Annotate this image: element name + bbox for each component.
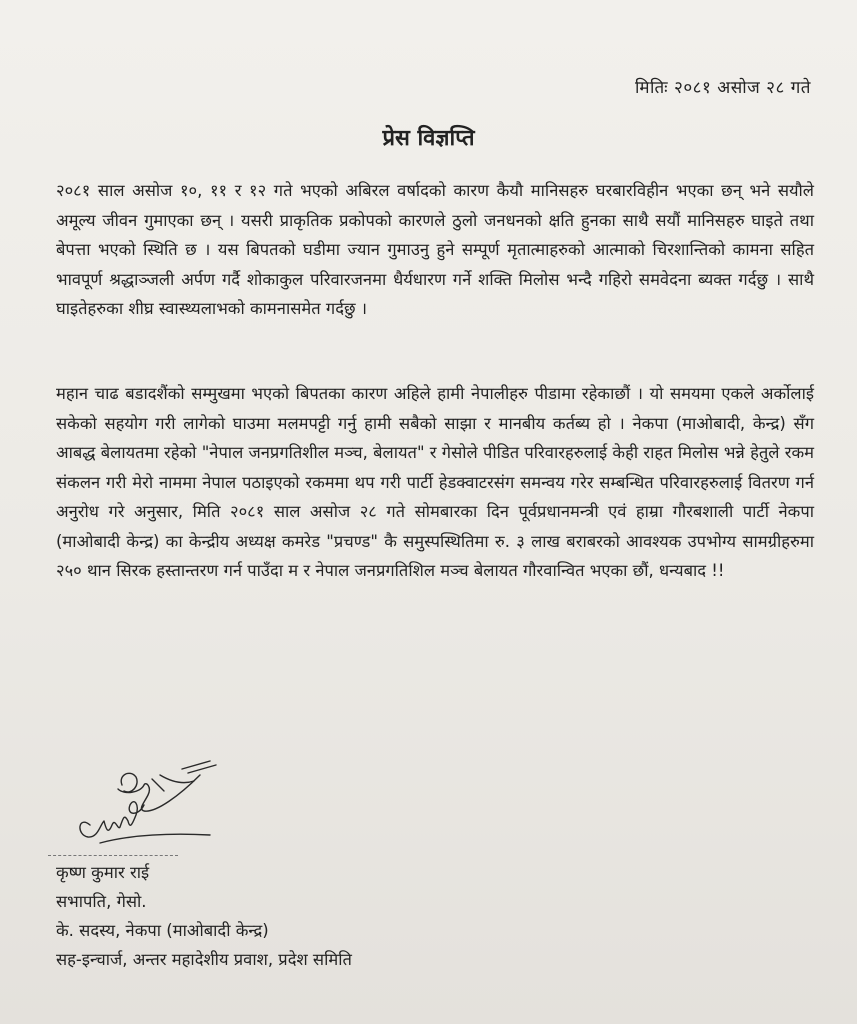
handwritten-signature — [60, 755, 230, 850]
signatory-title-2: के. सदस्य, नेकपा (माओबादी केन्द्र) — [56, 921, 269, 940]
signatory-block — [56, 858, 352, 974]
document-title: प्रेस विज्ञप्ति — [382, 126, 475, 151]
signature-underline — [48, 855, 178, 856]
document-date: मितिः २०८१ असोज २८ गते — [634, 78, 811, 98]
signatory-title-3: सह-इन्चार्ज, अन्तर महादेशीय प्रवाश, प्रदेश समिति — [56, 950, 352, 969]
signatory-name: कृष्ण कुमार राई — [56, 863, 150, 882]
body-paragraph-1: २०८१ साल असोज १०, ११ र १२ गते भएको अबिरल वर्षादको कारण कैयौ मानिसहरु घरबारविहीन भएका छन् भने सयौले अमूल्य जीवन गुमाएका छन् । यसरी प्राकृतिक प्रकोपको कारणले ठुलो जनधनको क्षति हुनका साथै सयौं मानिसहरु घाइते तथा बेपत्ता भएको स्थिति छ । यस बिपतको घडीमा ज्यान गुमाउनु हुने सम्पूर्ण मृतात्माहरुको आत्माको चिरशान्तिको कामना सहित भावपूर्ण श्रद्धाञ्जली अर्पण गर्दै शोकाकुल परिवारजनमा धैर्यधारण गर्ने शक्ति मिलोस भन्दै गहिरो समवेदना ब्यक्त गर्दछु । साथै घाइतेहरुका शीघ्र स्वास्थ्यलाभको कामनासमेत गर्दछु । — [56, 181, 814, 318]
signatory-title-1: सभापति, गेसो. — [56, 892, 147, 911]
body-paragraph-2: महान चाढ बडादशैंको सम्मुखमा भएको बिपतका कारण अहिले हामी नेपालीहरु पीडामा रहेकाछौं । यो समयमा एकले अर्कोलाई सकेको सहयोग गरी लागेको घाउमा मलमपट्टी गर्नु हामी सबैको साझा र मानबीय कर्तब्य हो । नेकपा (माओबादी, केन्द्र) सँग आबद्ध बेलायतमा रहेको "नेपाल जनप्रगतिशील मञ्च, बेलायत" र गेसोले पीडित परिवारहरुलाई केही राहत मिलोस भन्ने हेतुले रकम संकलन गरी मेरो नाममा नेपाल पठाइएको रकममा थप गरी पार्टी हेडक्वाटरसंग समन्वय गरेर सम्बन्धित परिवारहरुलाई वितरण गर्न अनुरोध गरे अनुसार, मिति २०८१ साल असोज २८ गते सोमबारका दिन पूर्वप्रधानमन्त्री एवं हाम्रा गौरबशाली पार्टी नेकपा (माओबादी केन्द्र) का केन्द्रीय अध्यक्ष कमरेड "प्रचण्ड" कै समुस्पस्थितिमा रु. ३ लाख बराबरको आवश्यक उपभोग्य सामग्रीहरुमा २५० थान सिरक हस्तान्तरण गर्न पाउँदा म र नेपाल जनप्रगतिशिल मञ्च बेलायत गौरवान्वित भएका छौं, धन्यबाद !! — [56, 384, 814, 580]
